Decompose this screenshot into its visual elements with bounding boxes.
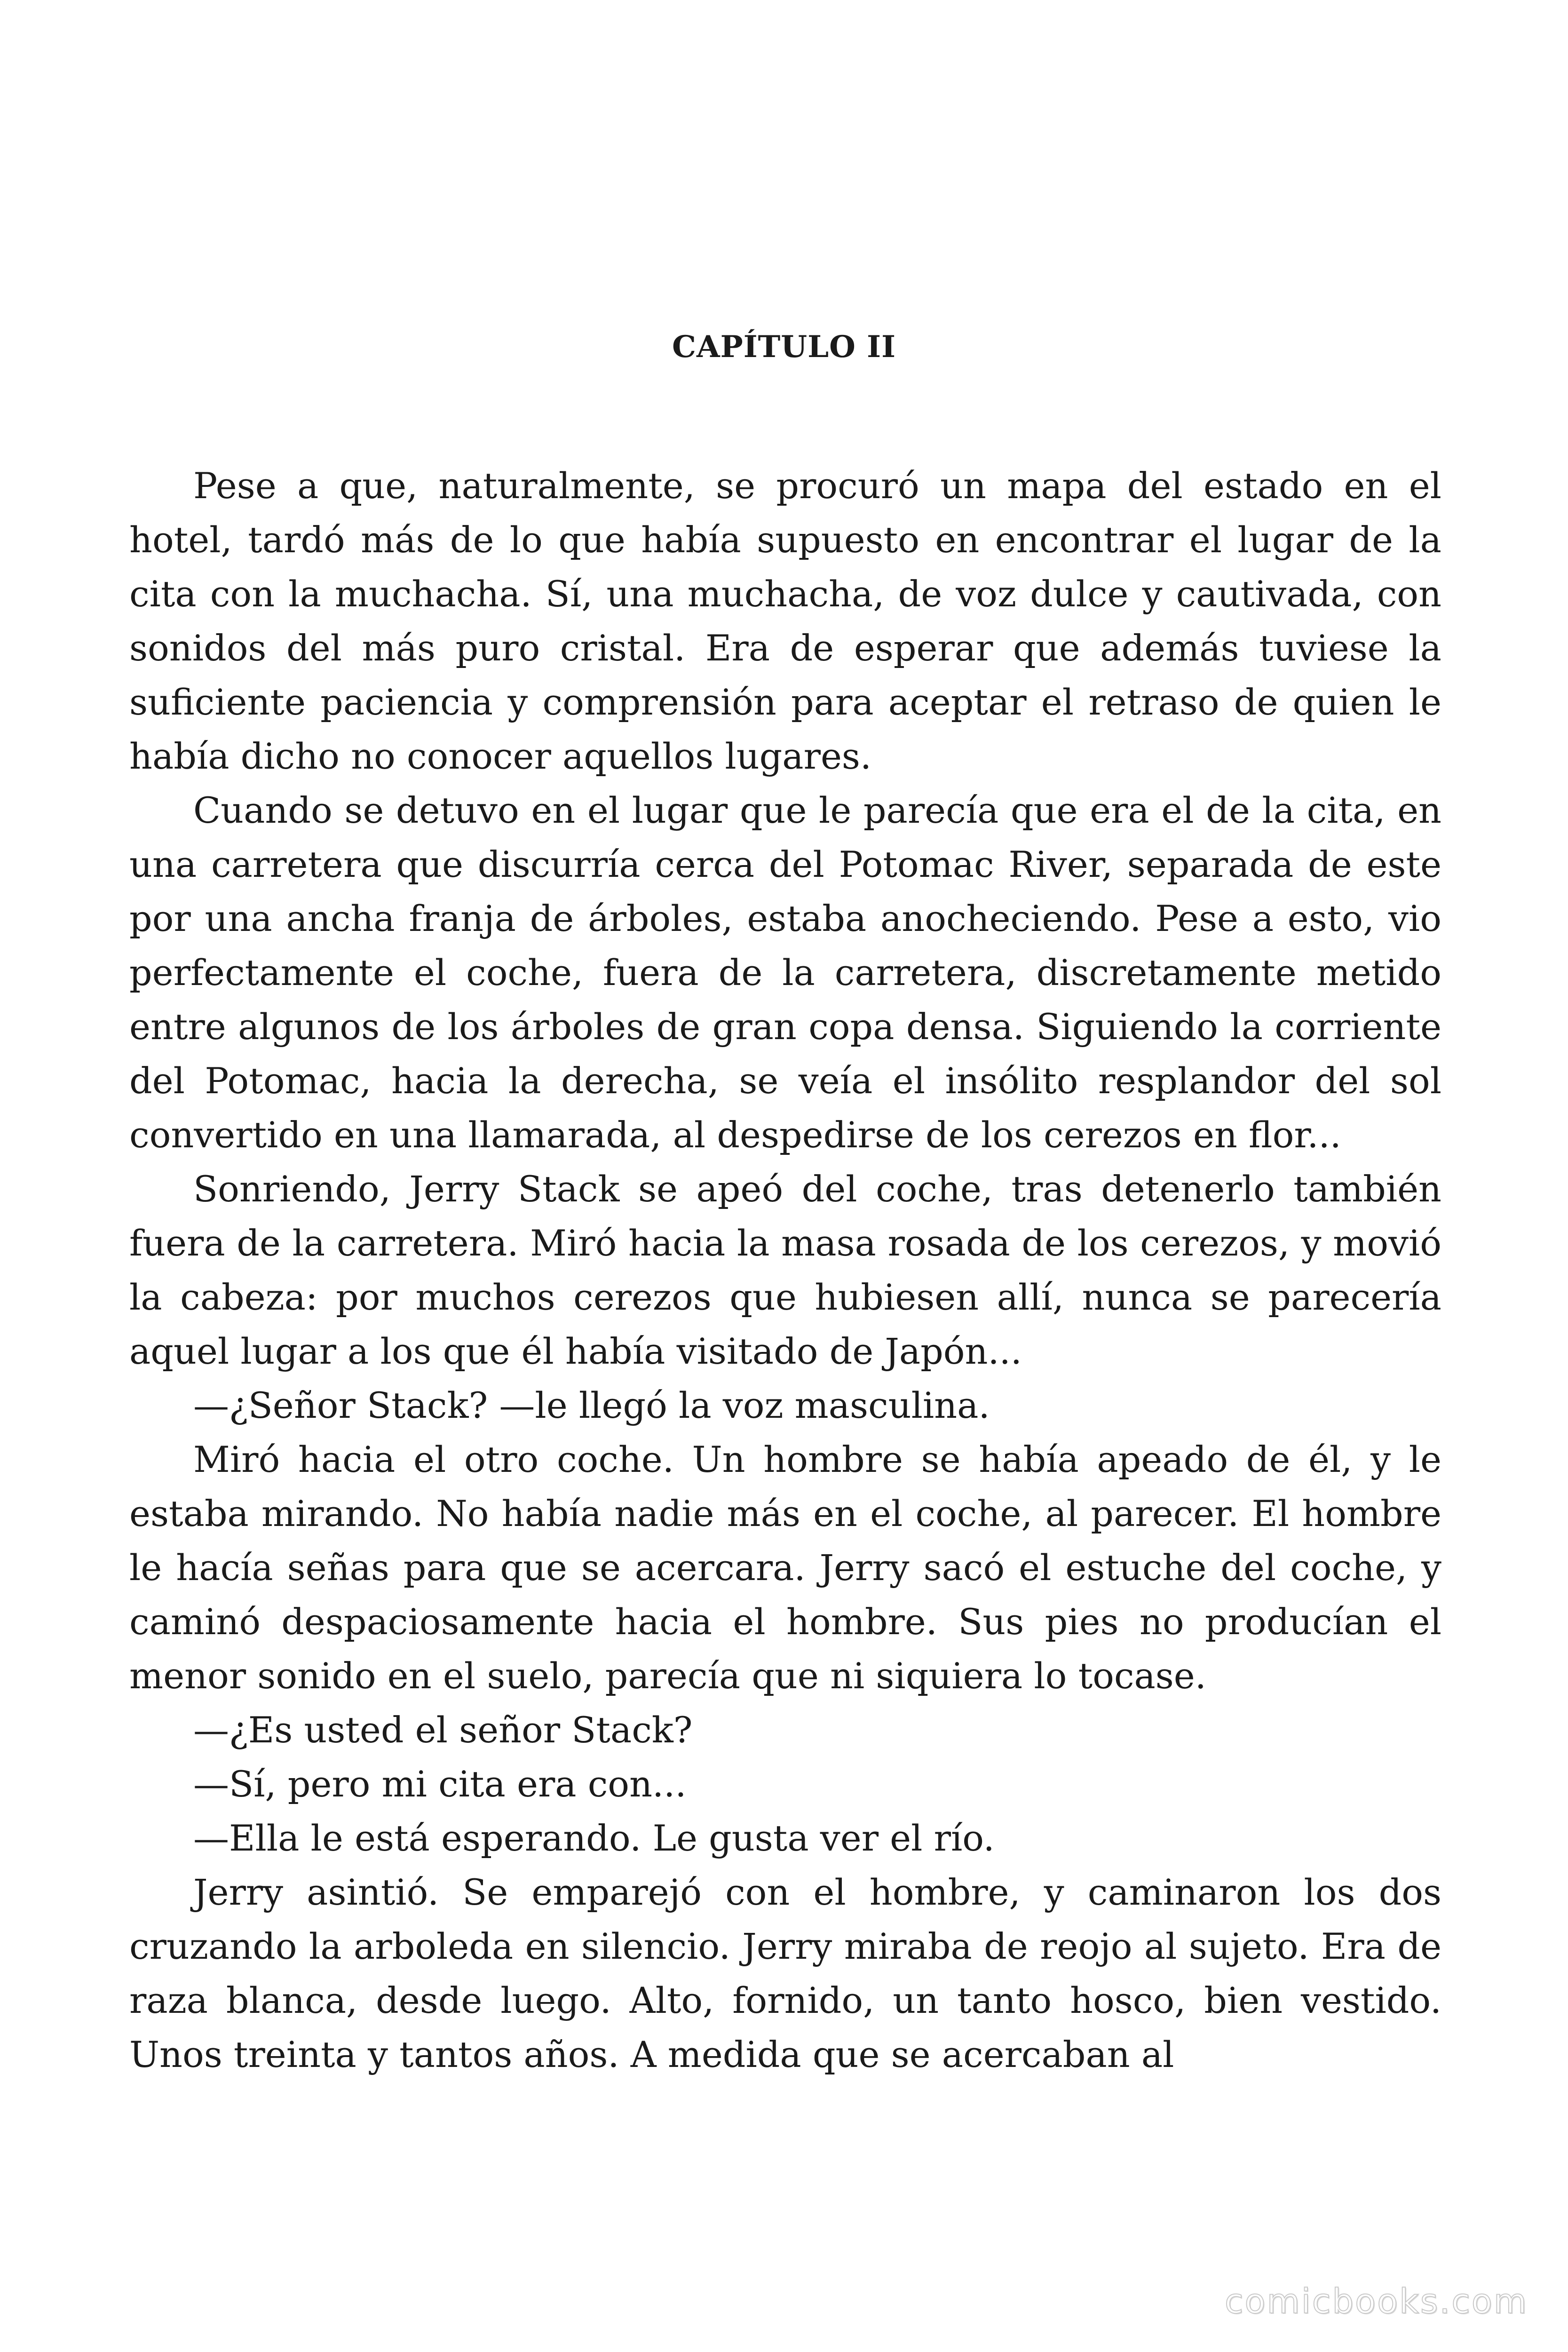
dialogue-line: —Sí, pero mi cita era con... — [193, 1763, 687, 1805]
dialogue-line: —¿Señor Stack? —le llegó la voz masculina. — [193, 1384, 990, 1426]
dialogue-line: —Ella le está esperando. Le gusta ver el río. — [193, 1817, 995, 1859]
paragraph: Cuando se detuvo en el lugar que le parecía que era el de la cita, en una carretera que discurría cerca del Potomac River, separada de este por una ancha franja de árboles, estaba anocheciendo. Pese a esto, vio perfectamente el coche, fuera de la carretera, discretamente metido entre algunos de los árboles de gran copa densa. Siguiendo la corriente del Potomac, hacia la derecha, se veía el insólito resplandor del sol convertido en una llamarada, al despedirse de los cerezos en flor... — [129, 789, 1441, 1156]
paragraph: Jerry asintió. Se emparejó con el hombre, y caminaron los dos cruzando la arboleda en silencio. Jerry miraba de reojo al sujeto. Era de raza blanca, desde luego. Alto, fornido, un tanto hosco, bien vestido. Unos treinta y tantos años. A medida que se acercaban al — [129, 1871, 1441, 2075]
paragraph: Sonriendo, Jerry Stack se apeó del coche, tras detenerlo también fuera de la carretera. Miró hacia la masa rosada de los cerezos, y movió la cabeza: por muchos cerezos que hubiesen allí, nunca se parecería aquel lugar a los que él había visitado de Japón... — [129, 1168, 1441, 1372]
paragraph: Pese a que, naturalmente, se procuró un mapa del estado en el hotel, tardó más de lo que había supuesto en encontrar el lugar de la cita con la muchacha. Sí, una muchacha, de voz dulce y cautivada, con sonidos del más puro cristal. Era de esperar que además tuviese la suficiente paciencia y comprensión para aceptar el retraso de quien le había dicho no conocer aquellos lugares. — [129, 465, 1441, 777]
watermark: comicbooks.com — [1224, 2281, 1528, 2321]
paragraph: Miró hacia el otro coche. Un hombre se había apeado de él, y le estaba mirando. No había nadie más en el coche, al parecer. El hombre le hacía señas para que se acercara. Jerry sacó el estuche del coche, y caminó despaciosamente hacia el hombre. Sus pies no producían el menor sonido en el suelo, parecía que ni siquiera lo tocase. — [129, 1438, 1441, 1697]
chapter-text — [129, 459, 1441, 2082]
chapter-title: CAPÍTULO II — [672, 329, 896, 365]
dialogue-line: —¿Es usted el señor Stack? — [193, 1709, 693, 1751]
